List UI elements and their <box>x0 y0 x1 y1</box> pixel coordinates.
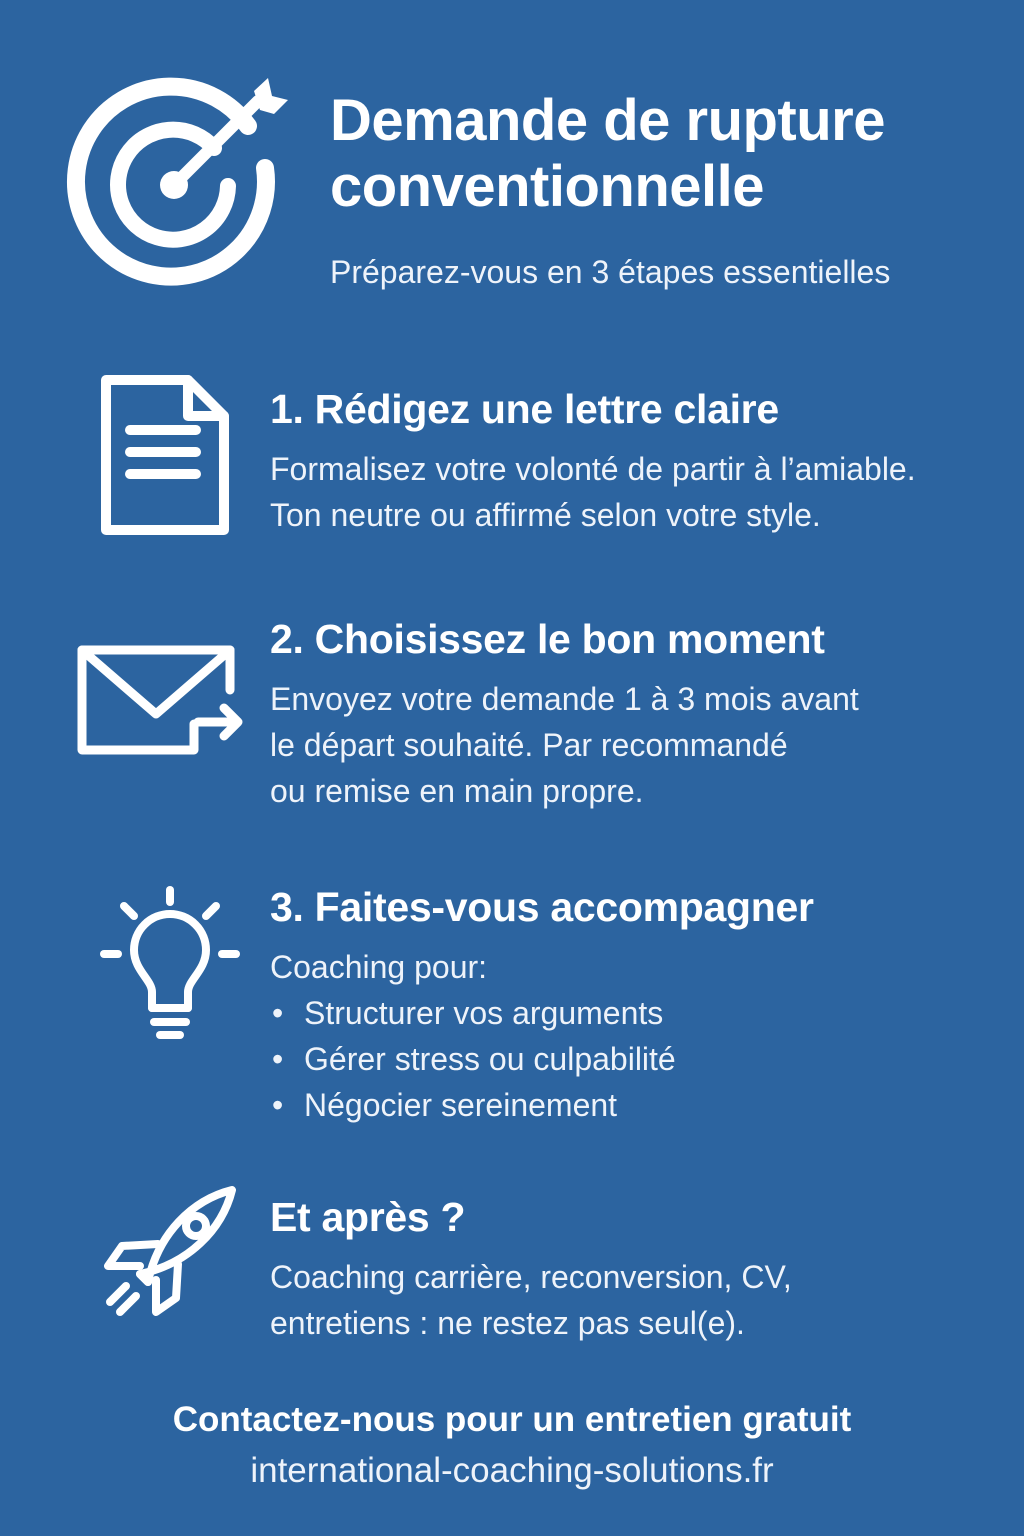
document-icon <box>100 374 230 536</box>
after-description <box>270 1254 1000 1346</box>
step-2 <box>270 614 1000 814</box>
step-1-description <box>270 446 1000 538</box>
page-title-line-1: Demande de rupture <box>330 88 885 153</box>
step-1 <box>270 384 1000 538</box>
contact-cta: Contactez-nous pour un entretien gratuit <box>172 1400 852 1439</box>
step-2-title: 2. Choisissez le bon moment <box>270 616 825 662</box>
step-3-intro: Coaching pour: <box>270 949 488 985</box>
page-title-line-2: conventionnelle <box>330 154 765 219</box>
rocket-icon <box>100 1186 240 1316</box>
step-1-line-1: Formalisez votre volonté de partir à l’amiable. <box>270 451 916 487</box>
page-title <box>330 88 1000 220</box>
step-3 <box>270 882 1000 1128</box>
after-line-1: Coaching carrière, reconversion, CV, <box>270 1259 792 1295</box>
step-1-line-2: Ton neutre ou affirmé selon votre style. <box>270 497 821 533</box>
list-item: • Gérer stress ou culpabilité <box>270 1036 1000 1082</box>
website-link[interactable]: international-coaching-solutions.fr <box>250 1451 774 1490</box>
step-3-description <box>270 944 1000 1128</box>
step-2-description <box>270 676 1000 814</box>
step-2-line-3: ou remise en main propre. <box>270 773 644 809</box>
step-2-line-1: Envoyez votre demande 1 à 3 mois avant <box>270 681 859 717</box>
after-section <box>270 1192 1000 1346</box>
page-subtitle: Préparez-vous en 3 étapes essentielles <box>330 254 891 290</box>
list-item: • Négocier sereinement <box>270 1082 1000 1128</box>
step-2-line-2: le départ souhaité. Par recommandé <box>270 727 788 763</box>
after-line-2: entretiens : ne restez pas seul(e). <box>270 1305 745 1341</box>
after-title: Et après ? <box>270 1194 466 1240</box>
step-1-title: 1. Rédigez une lettre claire <box>270 386 779 432</box>
list-item: • Structurer vos arguments <box>270 990 1000 1036</box>
lightbulb-icon <box>100 884 240 1044</box>
step-3-bullet-list <box>270 990 1000 1128</box>
target-arrow-icon <box>78 78 293 283</box>
step-3-title: 3. Faites-vous accompagner <box>270 884 814 930</box>
envelope-send-icon <box>76 644 246 756</box>
